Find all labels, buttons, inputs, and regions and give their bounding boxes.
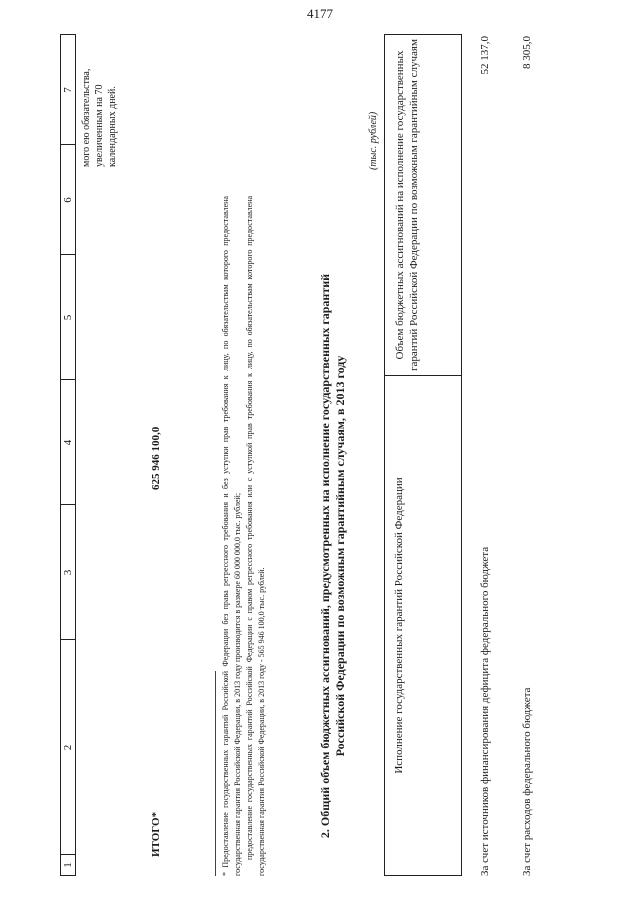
col-num-1: 1	[62, 862, 74, 868]
col-num-5: 5	[62, 314, 74, 321]
section-title	[318, 236, 348, 876]
col7-continuation-text: мого ею обязательства, увеличенным на 70 календарных дней.	[81, 68, 118, 167]
row-value: 8 305,0	[521, 36, 533, 69]
col-num-3: 3	[62, 569, 74, 576]
column-number-header	[60, 34, 76, 876]
row-label: За счет источников финансирования дефицита федерального бюджета	[479, 546, 491, 876]
section-title-line-1: 2. Общий объем бюджетных ассигнований, предусмотренных на исполнение государственных гарантий	[318, 273, 332, 839]
footnote-rule	[215, 671, 216, 876]
section-title-line-2: Российской Федерации по возможным гарантийным случаям, в 2013 году	[333, 355, 347, 757]
footnote-paragraph-1: * Предоставление государственных гарантий Российской Федерации без права регрессного требования и без уступки прав требования к лицу, по обязательствам которого предоставлена государственная гарантия Российской Федерации, в 2013 году производится в размере 60 000 000,0 тыс. рублей;	[221, 196, 242, 876]
units-label: (тыс. рублей)	[368, 111, 379, 170]
header-col-1: Исполнение государственных гарантий Российской Федерации	[385, 375, 461, 875]
row-value: 52 137,0	[479, 36, 491, 75]
total-label: ИТОГО*	[150, 811, 162, 857]
col-num-6: 6	[62, 197, 74, 203]
col-num-2: 2	[62, 744, 74, 751]
footnote	[220, 196, 268, 876]
col-num-4: 4	[62, 439, 74, 446]
row-label: За счет расходов федерального бюджета	[521, 687, 533, 876]
page-number: 4177	[307, 6, 333, 21]
header-col-2: Объем бюджетных ассигнований на исполнение государственных гарантий Российской Федерации по возможным гарантийным случаям	[394, 39, 420, 371]
guarantee-table-header	[384, 34, 462, 876]
footnote-paragraph-2: предоставление государственных гарантий Российской Федерации с правом регрессного требования или с уступкой прав требования к лицу, по обязательствам которого предоставлена государственная гарантия Российской Федерации, в 2013 году - 565 946 100,0 тыс. рублей.	[245, 196, 266, 876]
col-num-7: 7	[62, 87, 74, 93]
total-value: 625 946 100,0	[150, 426, 162, 490]
